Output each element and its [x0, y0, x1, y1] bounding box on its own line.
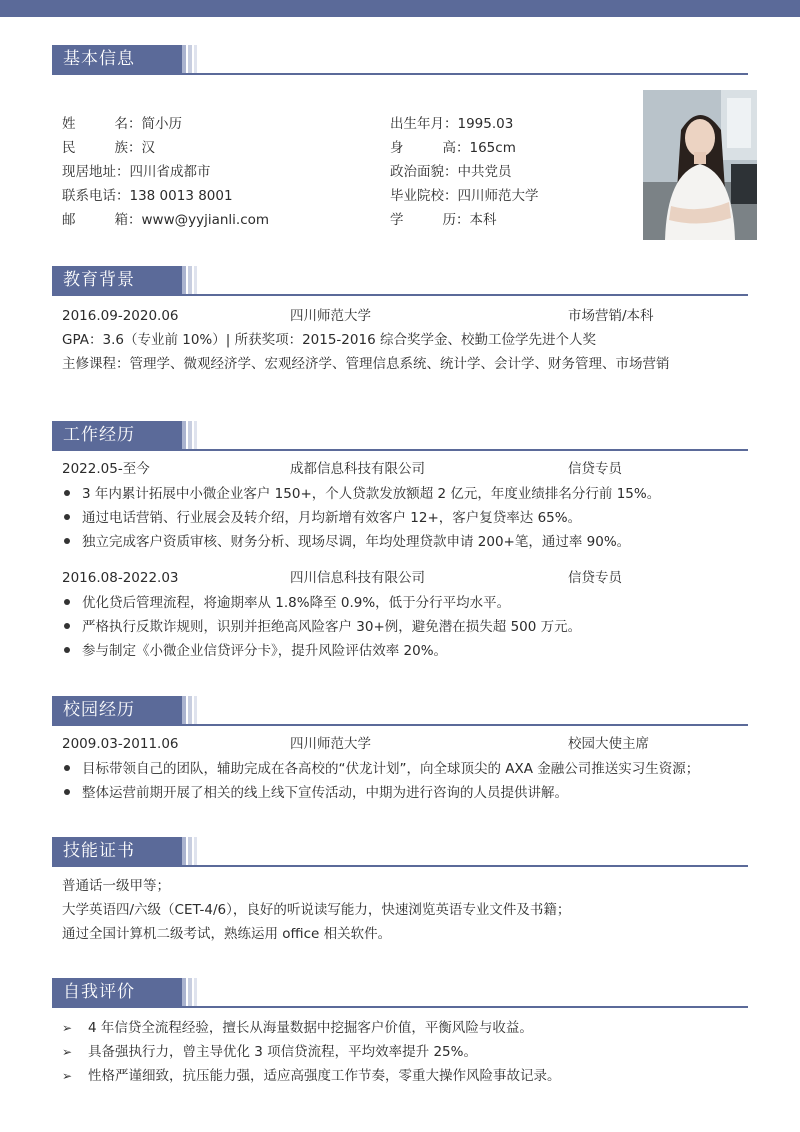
campus-entry-header: 2009.03-2011.06 四川师范大学 校园大使主席 — [62, 736, 649, 752]
education-school: 四川师范大学 — [290, 308, 371, 324]
work-bullet: 优化贷后管理流程，将逾期率从 1.8%降至 0.9%，低于分行平均水平。 — [62, 591, 510, 615]
self-item: ➢ 性格严谨细致，抗压能力强，适应高强度工作节奏，零重大操作风险事故记录。 — [62, 1064, 561, 1088]
field-birth: 出生年月：1995.03 — [390, 116, 514, 132]
work-bullet: 参与制定《小微企业信贷评分卡》，提升风险评估效率 20%。 — [62, 639, 447, 663]
campus-bullet: 目标带领自己的团队，辅助完成在各高校的“伏龙计划”，向全球顶尖的 AXA 金融公司推送实习生资源； — [62, 757, 699, 781]
work-entry-header: 2022.05-至今 成都信息科技有限公司 信贷专员 — [62, 461, 622, 477]
top-accent-bar — [0, 0, 800, 17]
work-bullet: 通过电话营销、行业展会及转介绍，月均新增有效客户 12+，客户复贷率达 65%。 — [62, 506, 581, 530]
education-period: 2016.09-2020.06 — [62, 308, 179, 324]
field-address: 现居地址：四川省成都市 — [62, 164, 211, 180]
field-height: 身 高 ：165cm — [390, 140, 516, 156]
section-divider — [52, 449, 748, 451]
field-degree: 学 历 ：本科 — [390, 212, 497, 228]
education-gpa: GPA：3.6（专业前 10%）| 所获奖项：2015-2016 综合奖学金、校勤工俭学先进个人奖 — [62, 332, 596, 348]
skill-item: 通过全国计算机二级考试，熟练运用 office 相关软件。 — [62, 926, 392, 942]
section-stripes — [182, 421, 202, 449]
section-campus — [52, 696, 748, 801]
work-entry-header: 2016.08-2022.03 四川信息科技有限公司 信贷专员 — [62, 570, 622, 586]
section-title: 工作经历 — [52, 421, 182, 449]
section-stripes — [182, 266, 202, 294]
work-bullet: 3 年内累计拓展中小微企业客户 150+，个人贷款发放额超 2 亿元，年度业绩排名分行前 15%。 — [62, 482, 660, 506]
section-title: 技能证书 — [52, 837, 182, 865]
section-title: 教育背景 — [52, 266, 182, 294]
section-title: 自我评价 — [52, 978, 182, 1006]
section-work — [52, 421, 748, 659]
arrow-bullet-icon: ➢ — [62, 1045, 73, 1059]
self-item: ➢ 4 年信贷全流程经验，擅长从海量数据中挖掘客户价值，平衡风险与收益。 — [62, 1016, 533, 1040]
field-ethnicity: 民 族 ：汉 — [62, 140, 155, 156]
section-header — [52, 266, 748, 294]
work-bullet: 严格执行反欺诈规则，识别并拒绝高风险客户 30+例，避免潜在损失超 500 万元。 — [62, 615, 581, 639]
section-divider — [52, 724, 748, 726]
education-courses: 主修课程：管理学、微观经济学、宏观经济学、管理信息系统、统计学、会计学、财务管理、市场营销 — [62, 356, 670, 372]
section-divider — [52, 294, 748, 296]
section-title: 校园经历 — [52, 696, 182, 724]
section-header — [52, 696, 748, 724]
arrow-bullet-icon: ➢ — [62, 1069, 73, 1083]
section-divider — [52, 865, 748, 867]
section-self-evaluation — [52, 978, 748, 1084]
name-value: 简小历 — [141, 116, 182, 132]
section-skills — [52, 837, 748, 942]
section-stripes — [182, 837, 202, 865]
self-item: ➢ 具备强执行力，曾主导优化 3 项信贷流程，平均效率提升 25%。 — [62, 1040, 477, 1064]
section-stripes — [182, 696, 202, 724]
field-school: 毕业院校：四川师范大学 — [390, 188, 539, 204]
section-education — [52, 266, 748, 372]
profile-photo — [643, 90, 757, 240]
section-header — [52, 421, 748, 449]
arrow-bullet-icon: ➢ — [62, 1021, 73, 1035]
section-header — [52, 45, 748, 73]
education-major: 市场营销/本科 — [568, 308, 654, 324]
field-name: 姓 名 ：简小历 — [62, 116, 182, 132]
section-stripes — [182, 978, 202, 1006]
education-entry — [52, 304, 748, 328]
section-divider — [52, 73, 748, 75]
field-politics: 政治面貌：中共党员 — [390, 164, 512, 180]
skill-item: 大学英语四/六级（CET-4/6），良好的听说读写能力，快速浏览英语专业文件及书籍； — [62, 902, 571, 918]
skill-item: 普通话一级甲等； — [62, 878, 170, 894]
work-bullet: 独立完成客户资质审核、财务分析、现场尽调，年均处理贷款申请 200+笔，通过率 90%。 — [62, 530, 630, 554]
person-portrait-icon — [643, 90, 757, 240]
section-header — [52, 978, 748, 1006]
section-basic-info — [52, 45, 748, 228]
section-divider — [52, 1006, 748, 1008]
section-header — [52, 837, 748, 865]
campus-bullet: 整体运营前期开展了相关的线上线下宣传活动，中期为进行咨询的人员提供讲解。 — [62, 781, 568, 805]
section-title: 基本信息 — [52, 45, 182, 73]
field-phone: 联系电话：138 0013 8001 — [62, 188, 233, 204]
field-email: 邮 箱 ：www@yyjianli.com — [62, 212, 270, 228]
section-stripes — [182, 45, 202, 73]
